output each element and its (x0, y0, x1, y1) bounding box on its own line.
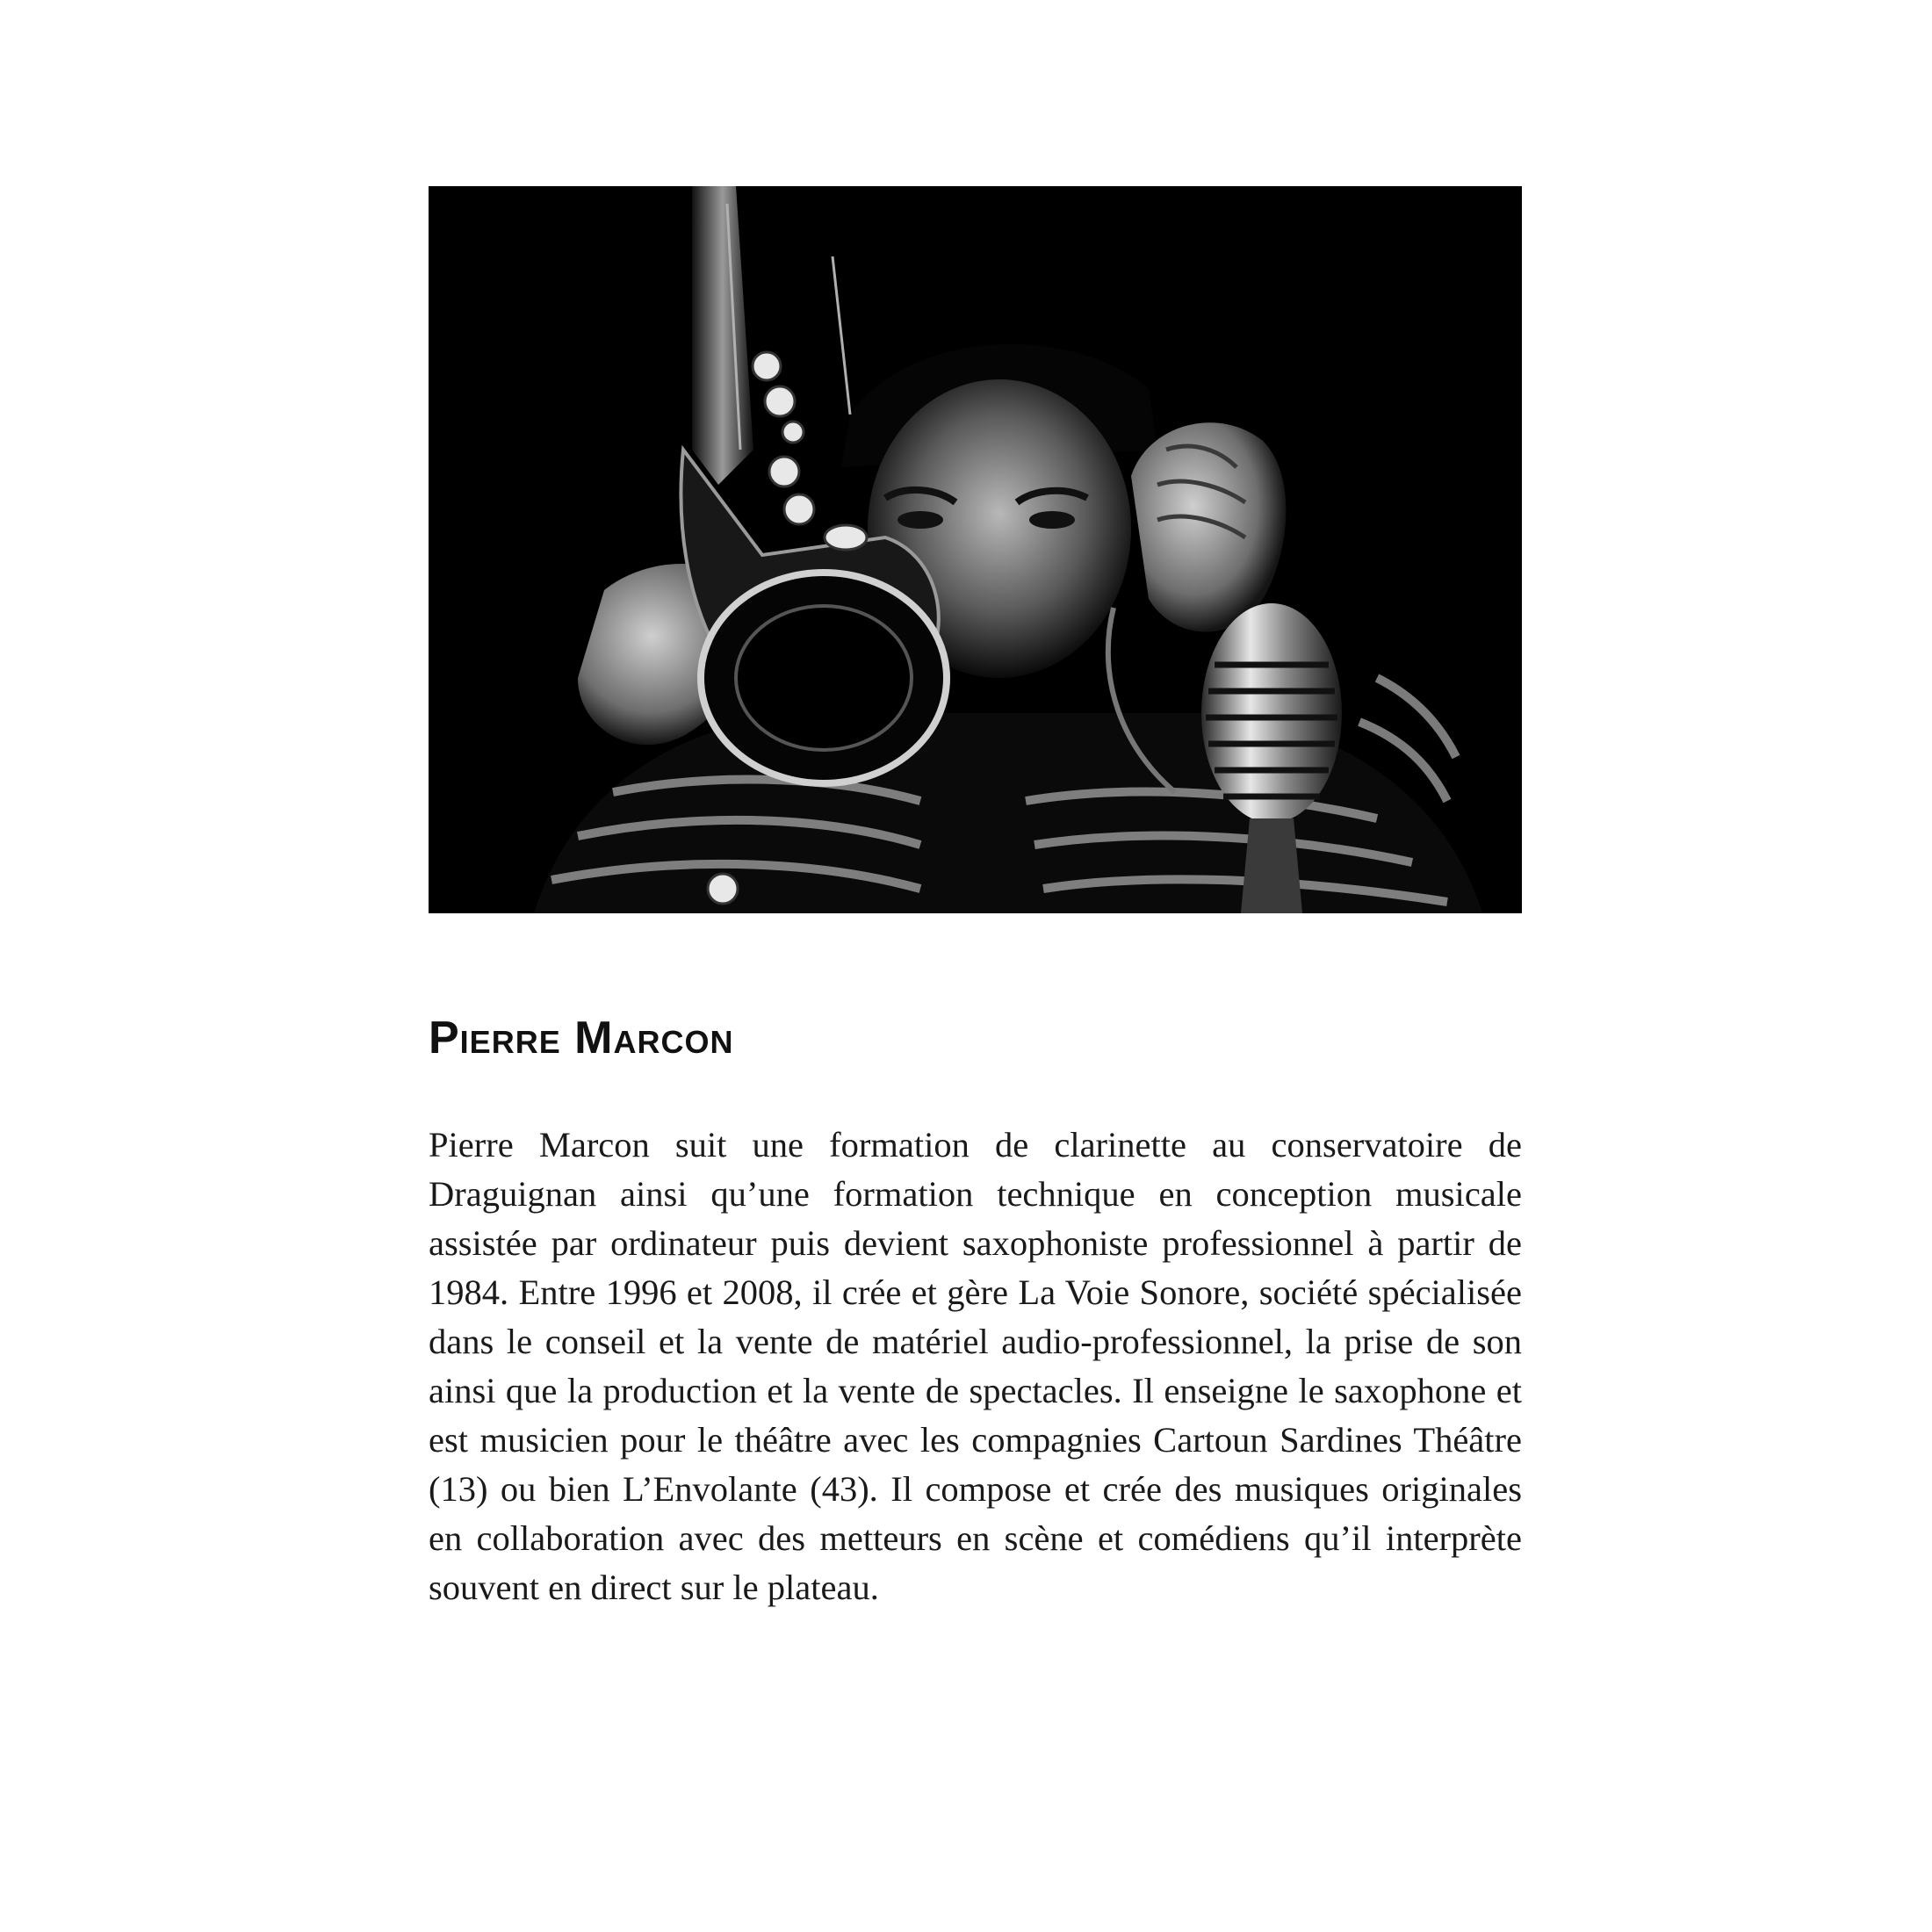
artist-name: Pierre Marcon (429, 1013, 734, 1063)
saxophonist-portrait-icon (429, 186, 1522, 913)
artist-bio: Pierre Marcon suit une formation de clarinette au conservatoire de Draguignan ainsi qu’une formation technique en conception musicale assistée par ordinateur puis devient saxophoniste professionnel à partir de 1984. Entre 1996 et 2008, il crée et gère La Voie Sonore, société spécialisée dans le conseil et la vente de matériel audio-professionnel, la prise de son ainsi que la production et la vente de spectacles. Il enseigne le saxophone et est musicien pour le théâtre avec les compagnies Cartoun Sardines Théâtre (13) ou bien L’Envolante (43). Il compose et crée des musiques originales en collaboration avec des metteurs en scène et comédiens qu’il interprète souvent en direct sur le plateau. (429, 1125, 1522, 1607)
portrait-photo (429, 186, 1522, 913)
